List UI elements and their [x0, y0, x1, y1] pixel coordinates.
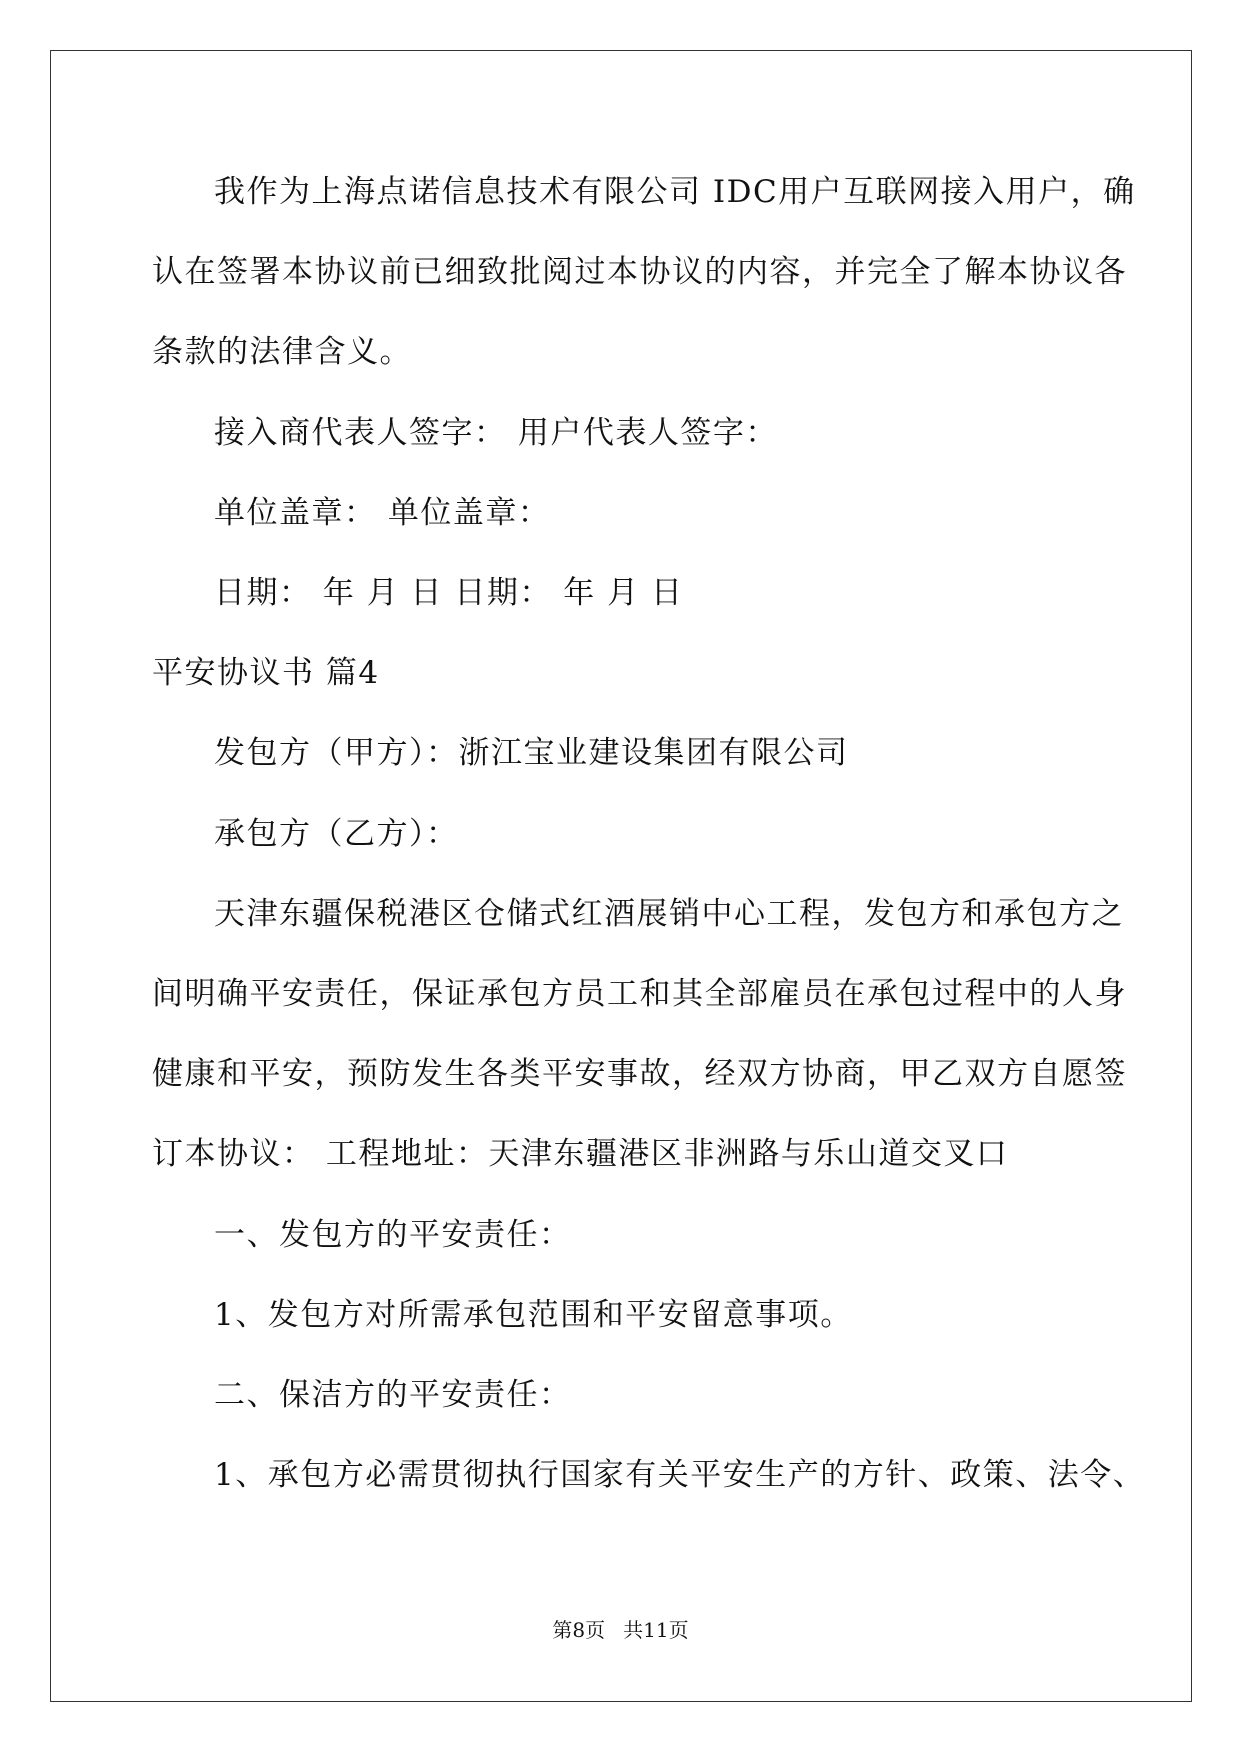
clause-item: 1、承包方必需贯彻执行国家有关平安生产的方针、政策、法令、	[214, 1457, 1146, 1493]
clause-item: 1、发包方对所需承包范围和平安留意事项。	[214, 1297, 853, 1333]
paragraph-line: 间明确平安责任，保证承包方员工和其全部雇员在承包过程中的人身	[152, 976, 1127, 1012]
page-footer	[0, 1618, 1241, 1642]
date-line: 日期： 年 月 日 日期： 年 月 日	[214, 575, 684, 611]
paragraph-line: 条款的法律含义。	[152, 334, 412, 370]
paragraph-line: 订本协议： 工程地址：天津东疆港区非洲路与乐山道交叉口	[152, 1136, 1009, 1172]
clause-heading: 一、发包方的平安责任：	[214, 1217, 572, 1253]
seal-line: 单位盖章： 单位盖章：	[214, 495, 551, 531]
paragraph-line: 我作为上海点诺信息技术有限公司 IDC用户互联网接入用户，确	[214, 174, 1136, 210]
party-a-line: 发包方（甲方）：浙江宝业建设集团有限公司	[214, 735, 849, 771]
clause-heading: 二、保洁方的平安责任：	[214, 1377, 572, 1413]
page-total: 共11页	[623, 1618, 689, 1642]
paragraph-line: 健康和平安，预防发生各类平安事故，经双方协商，甲乙双方自愿签	[152, 1056, 1127, 1092]
signature-line: 接入商代表人签字： 用户代表人签字：	[214, 415, 778, 451]
paragraph-line: 认在签署本协议前已细致批阅过本协议的内容，并完全了解本协议各	[152, 254, 1127, 290]
page-number: 第8页	[552, 1618, 606, 1642]
paragraph-line: 天津东疆保税港区仓储式红酒展销中心工程，发包方和承包方之	[214, 896, 1124, 932]
party-b-line: 承包方（乙方）：	[214, 816, 459, 852]
section-heading: 平安协议书 篇4	[152, 655, 380, 691]
